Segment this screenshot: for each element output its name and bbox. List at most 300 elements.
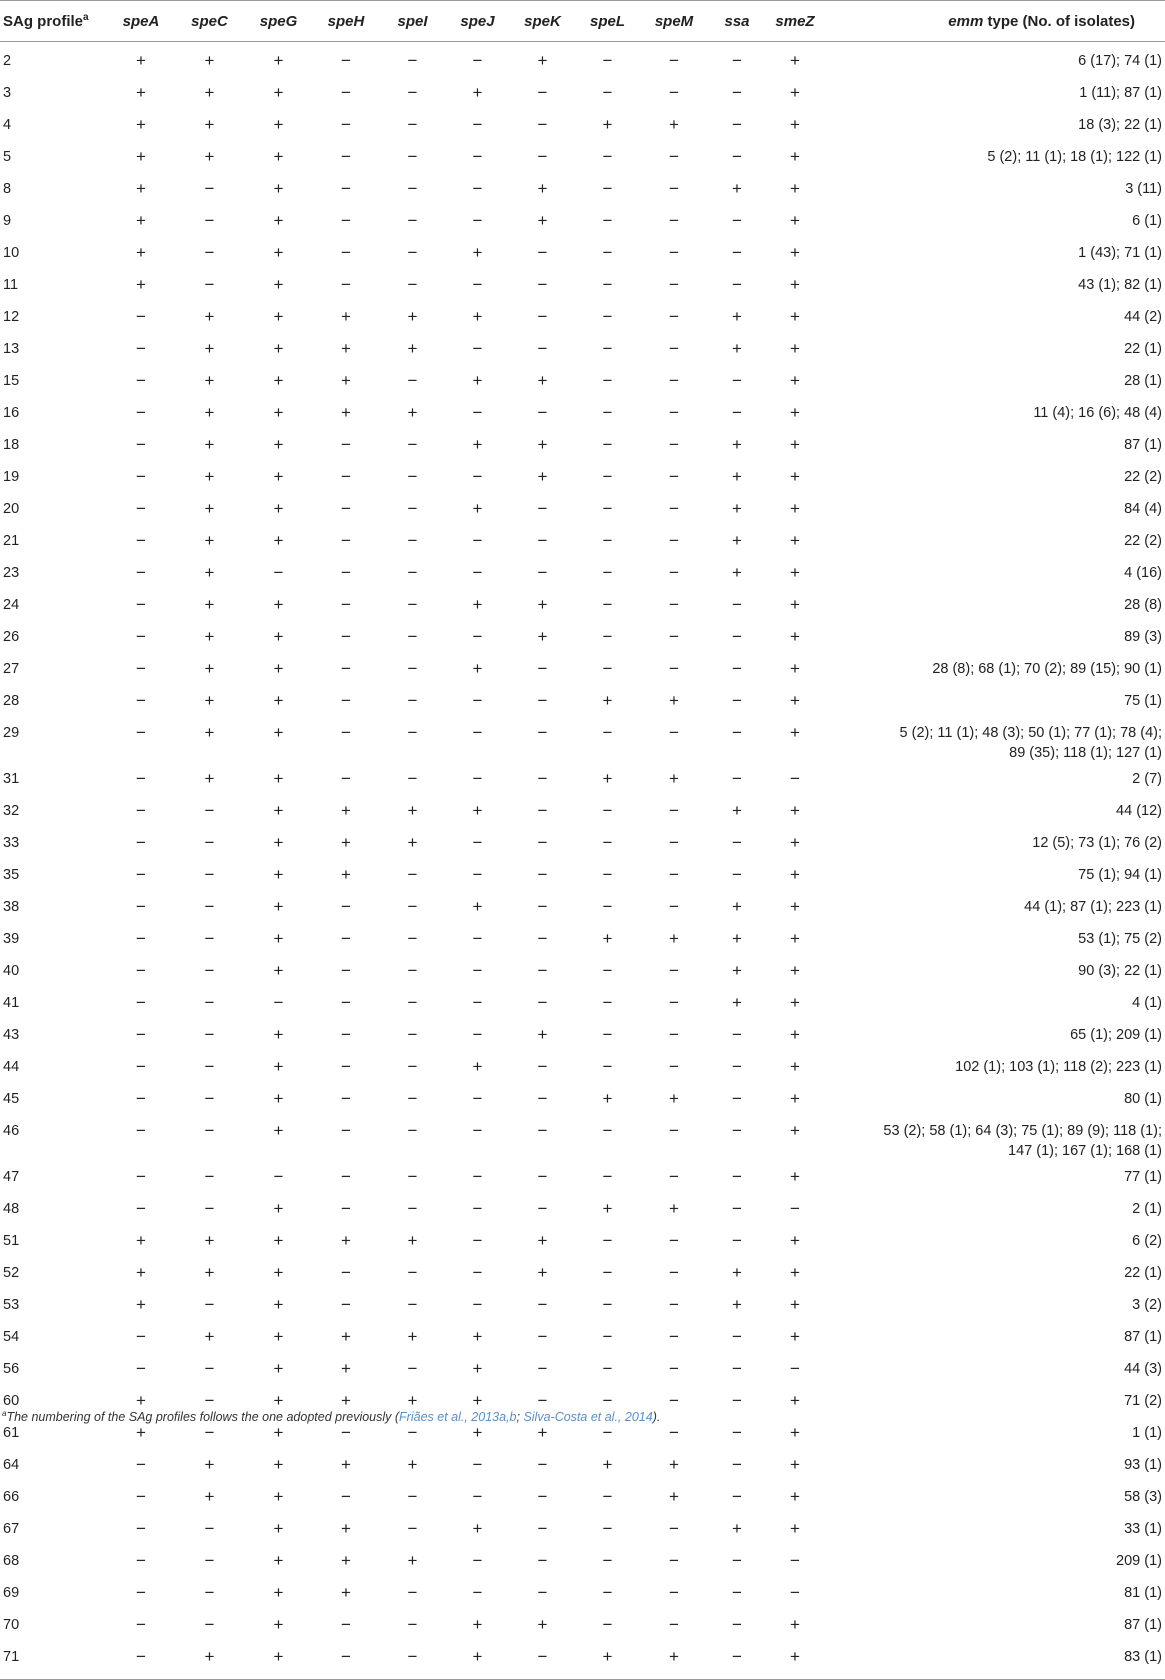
- gene-spea-cell: −: [136, 307, 146, 326]
- gene-spem-cell: −: [669, 51, 679, 70]
- gene-spek-cell: −: [537, 769, 548, 788]
- gene-spek-cell: −: [537, 307, 548, 326]
- table-row: [0, 525, 1165, 557]
- gene-speh-cell: +: [341, 801, 351, 820]
- gene-speg-cell: +: [273, 435, 284, 454]
- gene-spej-cell: +: [472, 595, 483, 614]
- gene-spek-cell: −: [537, 1057, 548, 1076]
- gene-spei-cell: −: [407, 147, 418, 166]
- gene-spek-cell: −: [537, 1327, 548, 1346]
- gene-spem-cell: −: [669, 1231, 679, 1250]
- emm-type-text: 77 (1): [1124, 1169, 1162, 1185]
- gene-spej-cell: −: [472, 275, 483, 294]
- gene-spel-cell: −: [602, 1487, 613, 1506]
- gene-spem-cell: −: [669, 1359, 679, 1378]
- emm-type-text: 1 (1): [1132, 1425, 1162, 1441]
- gene-spec-cell: +: [204, 499, 215, 518]
- gene-spel-cell: −: [602, 371, 613, 390]
- gene-speg-cell: +: [273, 1487, 284, 1506]
- emm-type-text-continued: 147 (1); 167 (1); 168 (1): [1008, 1143, 1162, 1159]
- gene-spel-cell: −: [602, 1583, 613, 1602]
- gene-spem-cell: −: [669, 147, 679, 166]
- gene-speh-cell: −: [341, 1295, 351, 1314]
- gene-spei-cell: −: [407, 1519, 418, 1538]
- gene-spek-cell: −: [537, 1487, 548, 1506]
- gene-spej-cell: −: [472, 1089, 483, 1108]
- gene-spec-cell: −: [204, 1025, 215, 1044]
- gene-speg-cell: +: [273, 801, 284, 820]
- gene-speg-cell: +: [273, 51, 284, 70]
- gene-ssa-cell: +: [732, 801, 742, 820]
- gene-speg-cell: +: [273, 1121, 284, 1140]
- header-spem: speM: [640, 1, 708, 42]
- gene-speh-cell: +: [341, 1231, 351, 1250]
- gene-spei-cell: −: [407, 993, 418, 1012]
- emm-type-cell: [824, 173, 1165, 205]
- gene-speh-cell: −: [341, 1263, 351, 1282]
- emm-type-cell: [824, 301, 1165, 333]
- profile-number-cell: 26: [3, 629, 20, 645]
- table-row: [0, 955, 1165, 987]
- table-row: [0, 859, 1165, 891]
- table-row: [0, 461, 1165, 493]
- gene-ssa-cell: −: [732, 691, 742, 710]
- gene-spea-cell: −: [136, 531, 146, 550]
- header-emm-type: emm type (No. of isolates): [824, 1, 1165, 42]
- emm-type-text: 43 (1); 82 (1): [1078, 277, 1162, 293]
- gene-speg-cell: +: [273, 929, 284, 948]
- table-row: [0, 301, 1165, 333]
- gene-smez-cell: +: [790, 1487, 800, 1506]
- gene-speg-cell: +: [273, 467, 284, 486]
- gene-speh-cell: +: [341, 1327, 351, 1346]
- gene-spel-cell: −: [602, 801, 613, 820]
- gene-spel-cell: −: [602, 467, 613, 486]
- emm-type-text: 90 (3); 22 (1): [1078, 963, 1162, 979]
- gene-speh-cell: +: [341, 1551, 351, 1570]
- emm-type-cell: [824, 891, 1165, 923]
- gene-speh-cell: −: [341, 1487, 351, 1506]
- gene-spea-cell: −: [136, 627, 146, 646]
- gene-spea-cell: +: [136, 1263, 146, 1282]
- gene-spei-cell: −: [407, 897, 418, 916]
- gene-spek-cell: −: [537, 1455, 548, 1474]
- gene-spec-cell: −: [204, 865, 215, 884]
- gene-smez-cell: +: [790, 993, 800, 1012]
- gene-spej-cell: −: [472, 339, 483, 358]
- emm-type-text: 28 (8); 68 (1); 70 (2); 89 (15); 90 (1): [932, 661, 1162, 677]
- gene-spei-cell: −: [407, 435, 418, 454]
- gene-spel-cell: +: [602, 1089, 613, 1108]
- profile-number-cell: 33: [3, 835, 20, 851]
- emm-type-cell: [824, 77, 1165, 109]
- gene-speg-cell: +: [273, 1295, 284, 1314]
- gene-ssa-cell: −: [732, 147, 742, 166]
- gene-spei-cell: −: [407, 51, 418, 70]
- gene-spek-cell: −: [537, 403, 548, 422]
- gene-spea-cell: +: [136, 1231, 146, 1250]
- profile-number-cell: 27: [3, 661, 20, 677]
- table-row: [0, 205, 1165, 237]
- profile-number-cell: 3: [3, 85, 12, 101]
- gene-speg-cell: +: [273, 83, 284, 102]
- emm-type-text: 5 (2); 11 (1); 18 (1); 122 (1): [987, 149, 1162, 165]
- gene-spel-cell: −: [602, 339, 613, 358]
- gene-spei-cell: −: [407, 115, 418, 134]
- gene-spei-cell: −: [407, 627, 418, 646]
- gene-ssa-cell: −: [732, 723, 742, 742]
- emm-type-text: 28 (8): [1124, 597, 1162, 613]
- emm-type-cell: [824, 1513, 1165, 1545]
- gene-spea-cell: −: [136, 1327, 146, 1346]
- gene-speh-cell: +: [341, 1519, 351, 1538]
- table-row: [0, 1577, 1165, 1609]
- emm-type-text: 53 (1); 75 (2): [1078, 931, 1162, 947]
- gene-spel-cell: −: [602, 51, 613, 70]
- gene-spec-cell: −: [204, 1295, 215, 1314]
- emm-type-cell: [824, 1019, 1165, 1051]
- gene-spec-cell: +: [204, 307, 215, 326]
- gene-speg-cell: +: [273, 595, 284, 614]
- gene-spea-cell: −: [136, 993, 146, 1012]
- profile-number-cell: 61: [3, 1425, 20, 1441]
- gene-smez-cell: +: [790, 83, 800, 102]
- gene-ssa-cell: −: [732, 833, 742, 852]
- gene-spec-cell: +: [204, 339, 215, 358]
- gene-spea-cell: +: [136, 1391, 146, 1410]
- gene-spek-cell: −: [537, 339, 548, 358]
- gene-spek-cell: −: [537, 1551, 548, 1570]
- gene-spec-cell: −: [204, 1519, 215, 1538]
- profile-number-cell: 51: [3, 1233, 20, 1249]
- table-row: [0, 1225, 1165, 1257]
- gene-spec-cell: −: [204, 1199, 215, 1218]
- gene-ssa-cell: −: [732, 243, 742, 262]
- emm-type-cell: [824, 109, 1165, 141]
- gene-spei-cell: −: [407, 83, 418, 102]
- emm-type-cell: [824, 1641, 1165, 1680]
- profile-number-cell: 45: [3, 1091, 20, 1107]
- gene-spea-cell: +: [136, 179, 146, 198]
- gene-spea-cell: −: [136, 1057, 146, 1076]
- gene-spej-cell: −: [472, 403, 483, 422]
- gene-spej-cell: −: [472, 691, 483, 710]
- emm-type-cell: [824, 1051, 1165, 1083]
- gene-speg-cell: +: [273, 147, 284, 166]
- emm-type-cell: [824, 42, 1165, 78]
- gene-spel-cell: −: [602, 1295, 613, 1314]
- gene-speg-cell: +: [273, 243, 284, 262]
- gene-smez-cell: +: [790, 1263, 800, 1282]
- gene-spec-cell: −: [204, 1359, 215, 1378]
- table-row: [0, 557, 1165, 589]
- emm-type-cell: [824, 1577, 1165, 1609]
- gene-spek-cell: −: [510, 1641, 575, 1680]
- gene-speh-cell: −: [341, 769, 351, 788]
- emm-type-text: 2 (7): [1132, 771, 1162, 787]
- gene-spek-cell: −: [537, 1167, 548, 1186]
- emm-type-text: 11 (4); 16 (6); 48 (4): [1033, 405, 1162, 421]
- gene-spec-cell: −: [204, 801, 215, 820]
- gene-spec-cell: +: [204, 435, 215, 454]
- gene-spel-cell: +: [575, 1641, 640, 1680]
- table-row: [0, 269, 1165, 301]
- table-row: [0, 493, 1165, 525]
- gene-spea-cell: −: [136, 1359, 146, 1378]
- gene-ssa-cell: −: [732, 595, 742, 614]
- gene-ssa-cell: −: [732, 51, 742, 70]
- gene-spej-cell: +: [445, 1641, 510, 1680]
- gene-spei-cell: −: [407, 1295, 418, 1314]
- gene-ssa-cell: −: [732, 1487, 742, 1506]
- profile-number-cell: 23: [3, 565, 20, 581]
- gene-spej-cell: −: [472, 531, 483, 550]
- gene-speg-cell: +: [273, 179, 284, 198]
- gene-smez-cell: +: [790, 801, 800, 820]
- header-spea: speA: [108, 1, 174, 42]
- gene-spel-cell: +: [602, 691, 613, 710]
- gene-spej-cell: +: [472, 83, 483, 102]
- gene-spej-cell: +: [472, 1423, 483, 1442]
- emm-type-text: 89 (3): [1124, 629, 1162, 645]
- emm-type-text: 6 (1): [1132, 213, 1162, 229]
- emm-type-text: 2 (1): [1132, 1201, 1162, 1217]
- gene-spei-cell: −: [407, 865, 418, 884]
- gene-spel-cell: +: [602, 1199, 613, 1218]
- gene-spea-cell: +: [136, 211, 146, 230]
- table-row: [0, 1513, 1165, 1545]
- gene-ssa-cell: +: [732, 435, 742, 454]
- table-row: [0, 173, 1165, 205]
- gene-speh-cell: −: [341, 1423, 351, 1442]
- gene-spem-cell: −: [669, 467, 679, 486]
- gene-spel-cell: −: [602, 1519, 613, 1538]
- gene-spel-cell: −: [602, 723, 613, 742]
- gene-spei-cell: −: [407, 1615, 418, 1634]
- gene-spek-cell: −: [537, 865, 548, 884]
- gene-spej-cell: −: [472, 993, 483, 1012]
- gene-spel-cell: −: [602, 1359, 613, 1378]
- gene-smez-cell: +: [790, 467, 800, 486]
- gene-spei-cell: −: [407, 371, 418, 390]
- gene-spea-cell: −: [136, 897, 146, 916]
- gene-spem-cell: −: [669, 993, 679, 1012]
- gene-spec-cell: −: [204, 1423, 215, 1442]
- emm-type-cell: [824, 1385, 1165, 1417]
- gene-spem-cell: −: [669, 1263, 679, 1282]
- gene-speg-cell: +: [273, 769, 284, 788]
- gene-spei-cell: +: [407, 801, 418, 820]
- profile-number-cell: 43: [3, 1027, 20, 1043]
- profile-number-cell: 9: [3, 213, 12, 229]
- gene-ssa-cell: −: [732, 1391, 742, 1410]
- gene-spec-cell: +: [204, 147, 215, 166]
- gene-spem-cell: −: [669, 563, 679, 582]
- gene-ssa-cell: +: [732, 307, 742, 326]
- citation-link[interactable]: Friães et al., 2013a,b: [399, 1410, 517, 1424]
- table-row: [0, 827, 1165, 859]
- gene-ssa-cell: −: [732, 865, 742, 884]
- table-row: [0, 1321, 1165, 1353]
- emm-type-cell: [824, 859, 1165, 891]
- emm-type-cell: [824, 827, 1165, 859]
- gene-ssa-cell: +: [732, 1519, 742, 1538]
- emm-type-cell: [824, 987, 1165, 1019]
- gene-spej-cell: −: [472, 563, 483, 582]
- gene-spei-cell: +: [407, 1455, 418, 1474]
- gene-spel-cell: −: [602, 1121, 613, 1140]
- gene-ssa-cell: −: [708, 1641, 766, 1680]
- gene-spel-cell: −: [602, 897, 613, 916]
- table-row: [0, 795, 1165, 827]
- profile-number-cell: 4: [3, 117, 12, 133]
- gene-spej-cell: +: [472, 897, 483, 916]
- header-speg: speG: [245, 1, 312, 42]
- profile-number-cell: 41: [3, 995, 20, 1011]
- profile-number-cell: 46: [3, 1123, 20, 1139]
- gene-speh-cell: −: [341, 115, 351, 134]
- gene-spec-cell: +: [204, 371, 215, 390]
- gene-spem-cell: −: [669, 1391, 679, 1410]
- gene-spei-cell: −: [407, 1089, 418, 1108]
- gene-spec-cell: +: [204, 51, 215, 70]
- gene-speh-cell: −: [312, 1641, 380, 1680]
- emm-type-text: 6 (17); 74 (1): [1078, 53, 1162, 69]
- gene-spej-cell: −: [472, 1295, 483, 1314]
- gene-spem-cell: −: [669, 1025, 679, 1044]
- profile-number-cell: 53: [3, 1297, 20, 1313]
- emm-type-cell: [824, 141, 1165, 173]
- gene-speg-cell: +: [273, 1391, 284, 1410]
- gene-spel-cell: −: [602, 833, 613, 852]
- gene-spei-cell: −: [407, 659, 418, 678]
- gene-speg-cell: +: [273, 1455, 284, 1474]
- gene-spej-cell: +: [472, 243, 483, 262]
- gene-speg-cell: +: [273, 1025, 284, 1044]
- citation-link[interactable]: Silva-Costa et al., 2014: [523, 1410, 653, 1424]
- gene-speg-cell: −: [273, 993, 284, 1012]
- gene-spec-cell: −: [204, 1121, 215, 1140]
- gene-spec-cell: −: [204, 993, 215, 1012]
- gene-spej-cell: +: [472, 659, 483, 678]
- gene-smez-cell: +: [790, 833, 800, 852]
- gene-ssa-cell: +: [732, 897, 742, 916]
- gene-spel-cell: −: [602, 1391, 613, 1410]
- emm-type-text: 87 (1): [1124, 1329, 1162, 1345]
- gene-spea-cell: −: [136, 1615, 146, 1634]
- gene-spem-cell: −: [669, 339, 679, 358]
- gene-spej-cell: +: [472, 435, 483, 454]
- gene-spel-cell: +: [602, 115, 613, 134]
- gene-spej-cell: −: [472, 723, 483, 742]
- gene-speg-cell: +: [273, 1583, 284, 1602]
- gene-spek-cell: −: [537, 833, 548, 852]
- gene-spem-cell: −: [669, 833, 679, 852]
- gene-speh-cell: −: [341, 179, 351, 198]
- gene-ssa-cell: +: [732, 499, 742, 518]
- emm-type-cell: [824, 1289, 1165, 1321]
- gene-spek-cell: −: [537, 115, 548, 134]
- table-row: [0, 1609, 1165, 1641]
- gene-spea-cell: −: [136, 1167, 146, 1186]
- table-row: [0, 1193, 1165, 1225]
- emm-type-cell: [824, 365, 1165, 397]
- profile-number-cell: 66: [3, 1489, 20, 1505]
- gene-smez-cell: −: [790, 1583, 800, 1602]
- gene-spej-cell: +: [472, 1057, 483, 1076]
- gene-spea-cell: −: [136, 1519, 146, 1538]
- gene-spek-cell: +: [537, 627, 548, 646]
- emm-type-cell: [824, 557, 1165, 589]
- emm-type-text: 1 (43); 71 (1): [1078, 245, 1162, 261]
- gene-speh-cell: +: [341, 339, 351, 358]
- gene-spem-cell: −: [669, 211, 679, 230]
- gene-spei-cell: −: [407, 1121, 418, 1140]
- emm-type-cell: [824, 955, 1165, 987]
- gene-speg-cell: +: [273, 1327, 284, 1346]
- gene-spei-cell: −: [407, 1199, 418, 1218]
- gene-speh-cell: −: [341, 1121, 351, 1140]
- emm-type-text: 80 (1): [1124, 1091, 1162, 1107]
- gene-speh-cell: −: [341, 499, 351, 518]
- gene-spei-cell: −: [380, 1641, 445, 1680]
- gene-speg-cell: +: [273, 115, 284, 134]
- emm-type-text: 87 (1): [1124, 1617, 1162, 1633]
- emm-type-text: 1 (11); 87 (1): [1079, 85, 1162, 101]
- emm-type-text: 22 (2): [1124, 533, 1162, 549]
- gene-spem-cell: −: [669, 1423, 679, 1442]
- gene-spea-cell: −: [136, 371, 146, 390]
- emm-type-text: 3 (11): [1125, 181, 1162, 197]
- gene-spem-cell: +: [640, 1641, 708, 1680]
- gene-spec-cell: −: [204, 897, 215, 916]
- profile-number-cell: 16: [3, 405, 20, 421]
- gene-ssa-cell: −: [732, 1455, 742, 1474]
- gene-spek-cell: −: [537, 499, 548, 518]
- table-row: [0, 333, 1165, 365]
- profile-number-cell: 35: [3, 867, 20, 883]
- gene-spem-cell: −: [669, 1057, 679, 1076]
- gene-spea-cell: −: [136, 1487, 146, 1506]
- gene-speg-cell: +: [273, 897, 284, 916]
- emm-type-cell: [824, 205, 1165, 237]
- gene-spek-cell: −: [537, 897, 548, 916]
- gene-spea-cell: −: [136, 1199, 146, 1218]
- gene-spel-cell: −: [602, 1167, 613, 1186]
- gene-spea-cell: −: [136, 499, 146, 518]
- gene-spei-cell: +: [407, 403, 418, 422]
- gene-smez-cell: +: [790, 563, 800, 582]
- gene-spei-cell: −: [407, 929, 418, 948]
- gene-spej-cell: +: [472, 1391, 483, 1410]
- gene-spem-cell: +: [669, 1487, 679, 1506]
- gene-spea-cell: −: [136, 659, 146, 678]
- gene-spea-cell: +: [136, 83, 146, 102]
- gene-spea-cell: −: [136, 1551, 146, 1570]
- gene-spei-cell: −: [407, 275, 418, 294]
- gene-spek-cell: +: [537, 211, 548, 230]
- gene-spem-cell: −: [669, 865, 679, 884]
- profile-number-cell: 5: [3, 149, 12, 165]
- gene-spem-cell: −: [669, 659, 679, 678]
- gene-spec-cell: +: [204, 403, 215, 422]
- gene-spec-cell: −: [204, 211, 215, 230]
- gene-spem-cell: −: [669, 307, 679, 326]
- gene-ssa-cell: −: [732, 115, 742, 134]
- gene-spek-cell: −: [537, 659, 548, 678]
- emm-type-cell: [824, 333, 1165, 365]
- header-row: [0, 1, 1165, 42]
